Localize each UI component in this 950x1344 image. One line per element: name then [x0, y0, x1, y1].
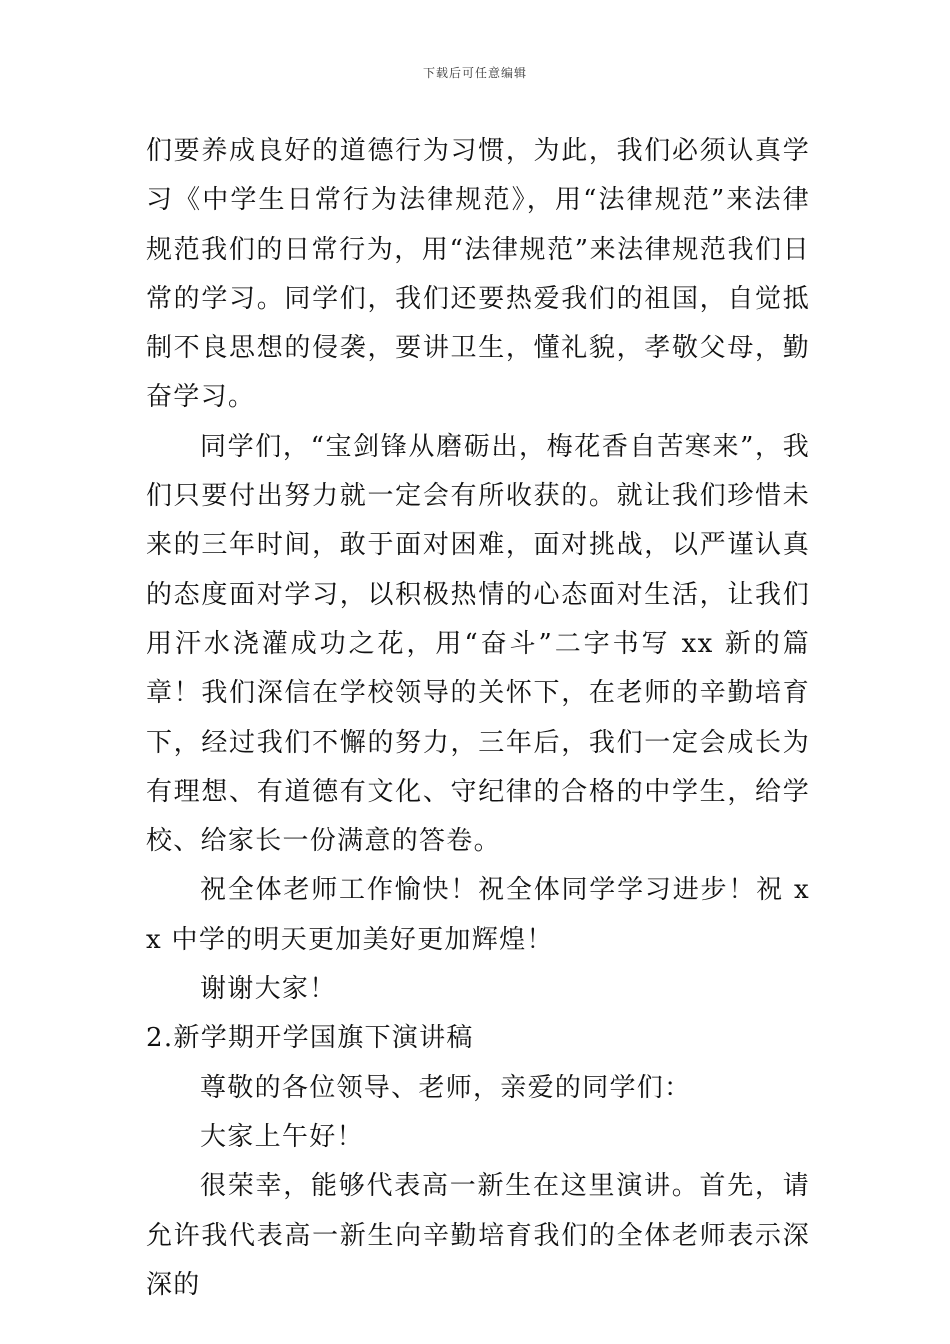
section-heading: 2.新学期开学国旗下演讲稿 [146, 1023, 474, 1054]
paragraph: 谢谢大家！ [200, 974, 337, 1005]
paragraph: 尊敬的各位领导、老师，亲爱的同学们： [200, 1072, 692, 1103]
page-header: 下载后可任意编辑 [422, 66, 527, 80]
paragraph: 们要养成良好的道德行为习惯，为此，我们必须认真学习《中学生日常行为法律规范》，用“法律规范”来法律规范我们的日常行为，用“法律规范”来法律规范我们日常的学习。同学们，我们还要热爱我们的祖国，自觉抵制不良思想的侵袭，要讲卫生，懂礼貌，孝敬父母，勤奋学习。 [146, 136, 810, 413]
paragraph: 祝全体老师工作愉快！祝全体同学学习进步！祝 xx 中学的明天更加美好更加辉煌！ [146, 875, 810, 955]
document-body [146, 127, 810, 1310]
paragraph: 同学们，“宝剑锋从磨砺出，梅花香自苦寒来”，我们只要付出努力就一定会有所收获的。就让我们珍惜未来的三年时间，敢于面对困难，面对挑战，以严谨认真的态度面对学习，以积极热情的心态面对生活，让我们用汗水浇灌成功之花，用“奋斗”二字书写 xx 新的篇章！我们深信在学校领导的关怀下，在老师的辛勤培育下，经过我们不懈的努力，三年后，我们一定会成长为有理想、有道德有文化、守纪律的合格的中学生，给学校、给家长一份满意的答卷。 [146, 431, 810, 857]
paragraph: 大家上午好！ [200, 1121, 364, 1152]
paragraph: 很荣幸，能够代表高一新生在这里演讲。首先，请允许我代表高一新生向辛勤培育我们的全体老师表示深深的 [146, 1171, 810, 1300]
